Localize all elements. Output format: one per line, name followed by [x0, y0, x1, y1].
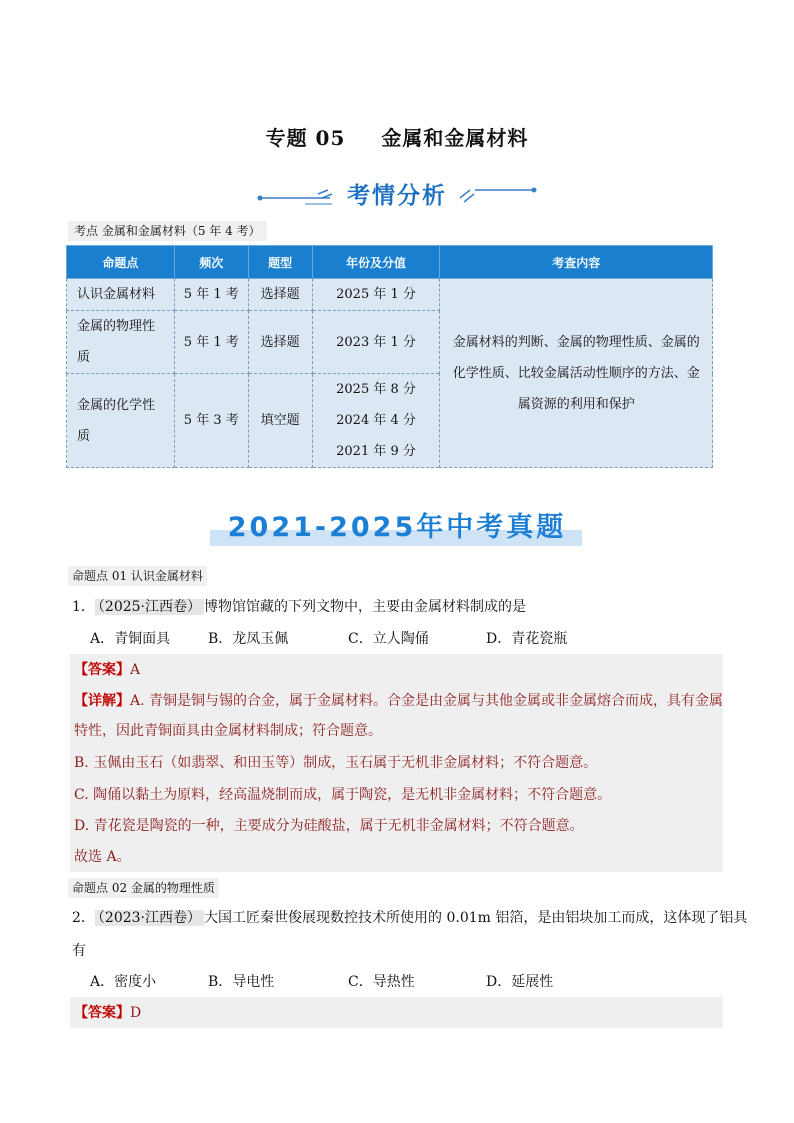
option: C．导热性: [348, 974, 415, 990]
year-score: 2024 年 4 分: [336, 413, 416, 428]
question-text: 大国工匠秦世俊展现数控技术所使用的 0.01m 铝箔，是由铝块加工而成，这体现了铝具: [204, 910, 748, 926]
table-cell-type: 填空题: [248, 374, 312, 468]
detail-line: [74, 690, 723, 712]
answer-bracket: 【答案】: [74, 1005, 130, 1021]
table-cell-point: 认识金属材料: [67, 279, 175, 311]
option: A．密度小: [90, 974, 157, 990]
title-main: 金属和金属材料: [381, 126, 529, 150]
conclusion-line: 故选 A。: [74, 849, 131, 865]
option: A．青铜面具: [90, 631, 171, 647]
page-title: [0, 122, 794, 151]
year-score: 2021 年 9 分: [336, 444, 416, 459]
table-cell-years: 2025 年 1 分: [312, 279, 440, 311]
answer-value: A: [130, 662, 141, 678]
option: B．导电性: [208, 974, 275, 990]
table-header-cell: 年份及分值: [312, 246, 440, 279]
detail-line: 特性，因此青铜面具由金属材料制成；符合题意。: [74, 723, 382, 739]
table-header-cell: 频次: [174, 246, 248, 279]
kaodian-label: 考点 金属和金属材料（5 年 4 考）: [68, 221, 267, 241]
table-cell-point: 金属的物理性质: [67, 311, 175, 374]
question-number: 1．: [72, 599, 95, 615]
question-number: 2．: [72, 910, 95, 926]
table-row: [67, 279, 713, 311]
answer-explanation-box: [70, 654, 723, 872]
detail-text: A. 青铜是铜与锡的合金，属于金属材料。合金是由金属与其他金属或非金属熔合而成，具有金属: [130, 693, 724, 709]
option: B．龙凤玉佩: [208, 631, 289, 647]
year-banner-title: 2021-2025年中考真题: [227, 512, 567, 543]
option: C．立人陶俑: [348, 631, 429, 647]
table-header-row: [67, 246, 713, 279]
question-source-tag: （2025·江西卷）: [95, 599, 204, 615]
table-cell-point: 金属的化学性质: [67, 374, 175, 468]
analysis-table: [66, 245, 713, 468]
table-header-cell: 考查内容: [440, 246, 713, 279]
answer-value: D: [130, 1005, 142, 1021]
table-header-cell: 题型: [248, 246, 312, 279]
option: D．青花瓷瓶: [486, 631, 568, 647]
question-text: 博物馆馆藏的下列文物中，主要由金属材料制成的是: [204, 599, 527, 615]
detail-line: D. 青花瓷是陶瓷的一种，主要成分为硅酸盐，属于无机非金属材料；不符合题意。: [74, 818, 584, 834]
question-1: [72, 596, 526, 618]
title-prefix: 专题 05: [265, 126, 346, 150]
table-cell-freq: 5 年 1 考: [174, 311, 248, 374]
table-header-cell: 命题点: [67, 246, 175, 279]
table-cell-type: 选择题: [248, 279, 312, 311]
answer-box: [70, 997, 723, 1028]
section-banner-title: 考情分析: [347, 183, 447, 209]
topic-point-label: 命题点 01 认识金属材料: [68, 566, 207, 586]
question-2: [72, 907, 747, 929]
table-cell-freq: 5 年 3 考: [174, 374, 248, 468]
topic-point-label: 命题点 02 金属的物理性质: [68, 878, 219, 898]
option: D．延展性: [486, 974, 554, 990]
options-row: [90, 971, 553, 993]
table-cell-type: 选择题: [248, 311, 312, 374]
year-score: 2025 年 8 分: [336, 382, 416, 397]
detail-line: B. 玉佩由玉石（如翡翠、和田玉等）制成，玉石属于无机非金属材料；不符合题意。: [74, 755, 598, 771]
question-2-continued: 有: [72, 943, 86, 959]
options-row: [90, 628, 567, 650]
answer-bracket: 【答案】: [74, 662, 130, 678]
table-cell-years: [312, 374, 440, 468]
answer-line: [74, 1002, 141, 1024]
detail-bracket: 【详解】: [74, 693, 130, 709]
detail-line: C. 陶俑以黏土为原料，经高温烧制而成，属于陶瓷，是无机非金属材料；不符合题意。: [74, 787, 612, 803]
table-cell-freq: 5 年 1 考: [174, 279, 248, 311]
table-cell-years: 2023 年 1 分: [312, 311, 440, 374]
table-cell-content: 金属材料的判断、金属的物理性质、金属的化学性质、比较金属活动性顺序的方法、金属资源的利用和保护: [440, 279, 713, 468]
answer-line: [74, 659, 140, 681]
question-source-tag: （2023·江西卷）: [95, 910, 204, 926]
